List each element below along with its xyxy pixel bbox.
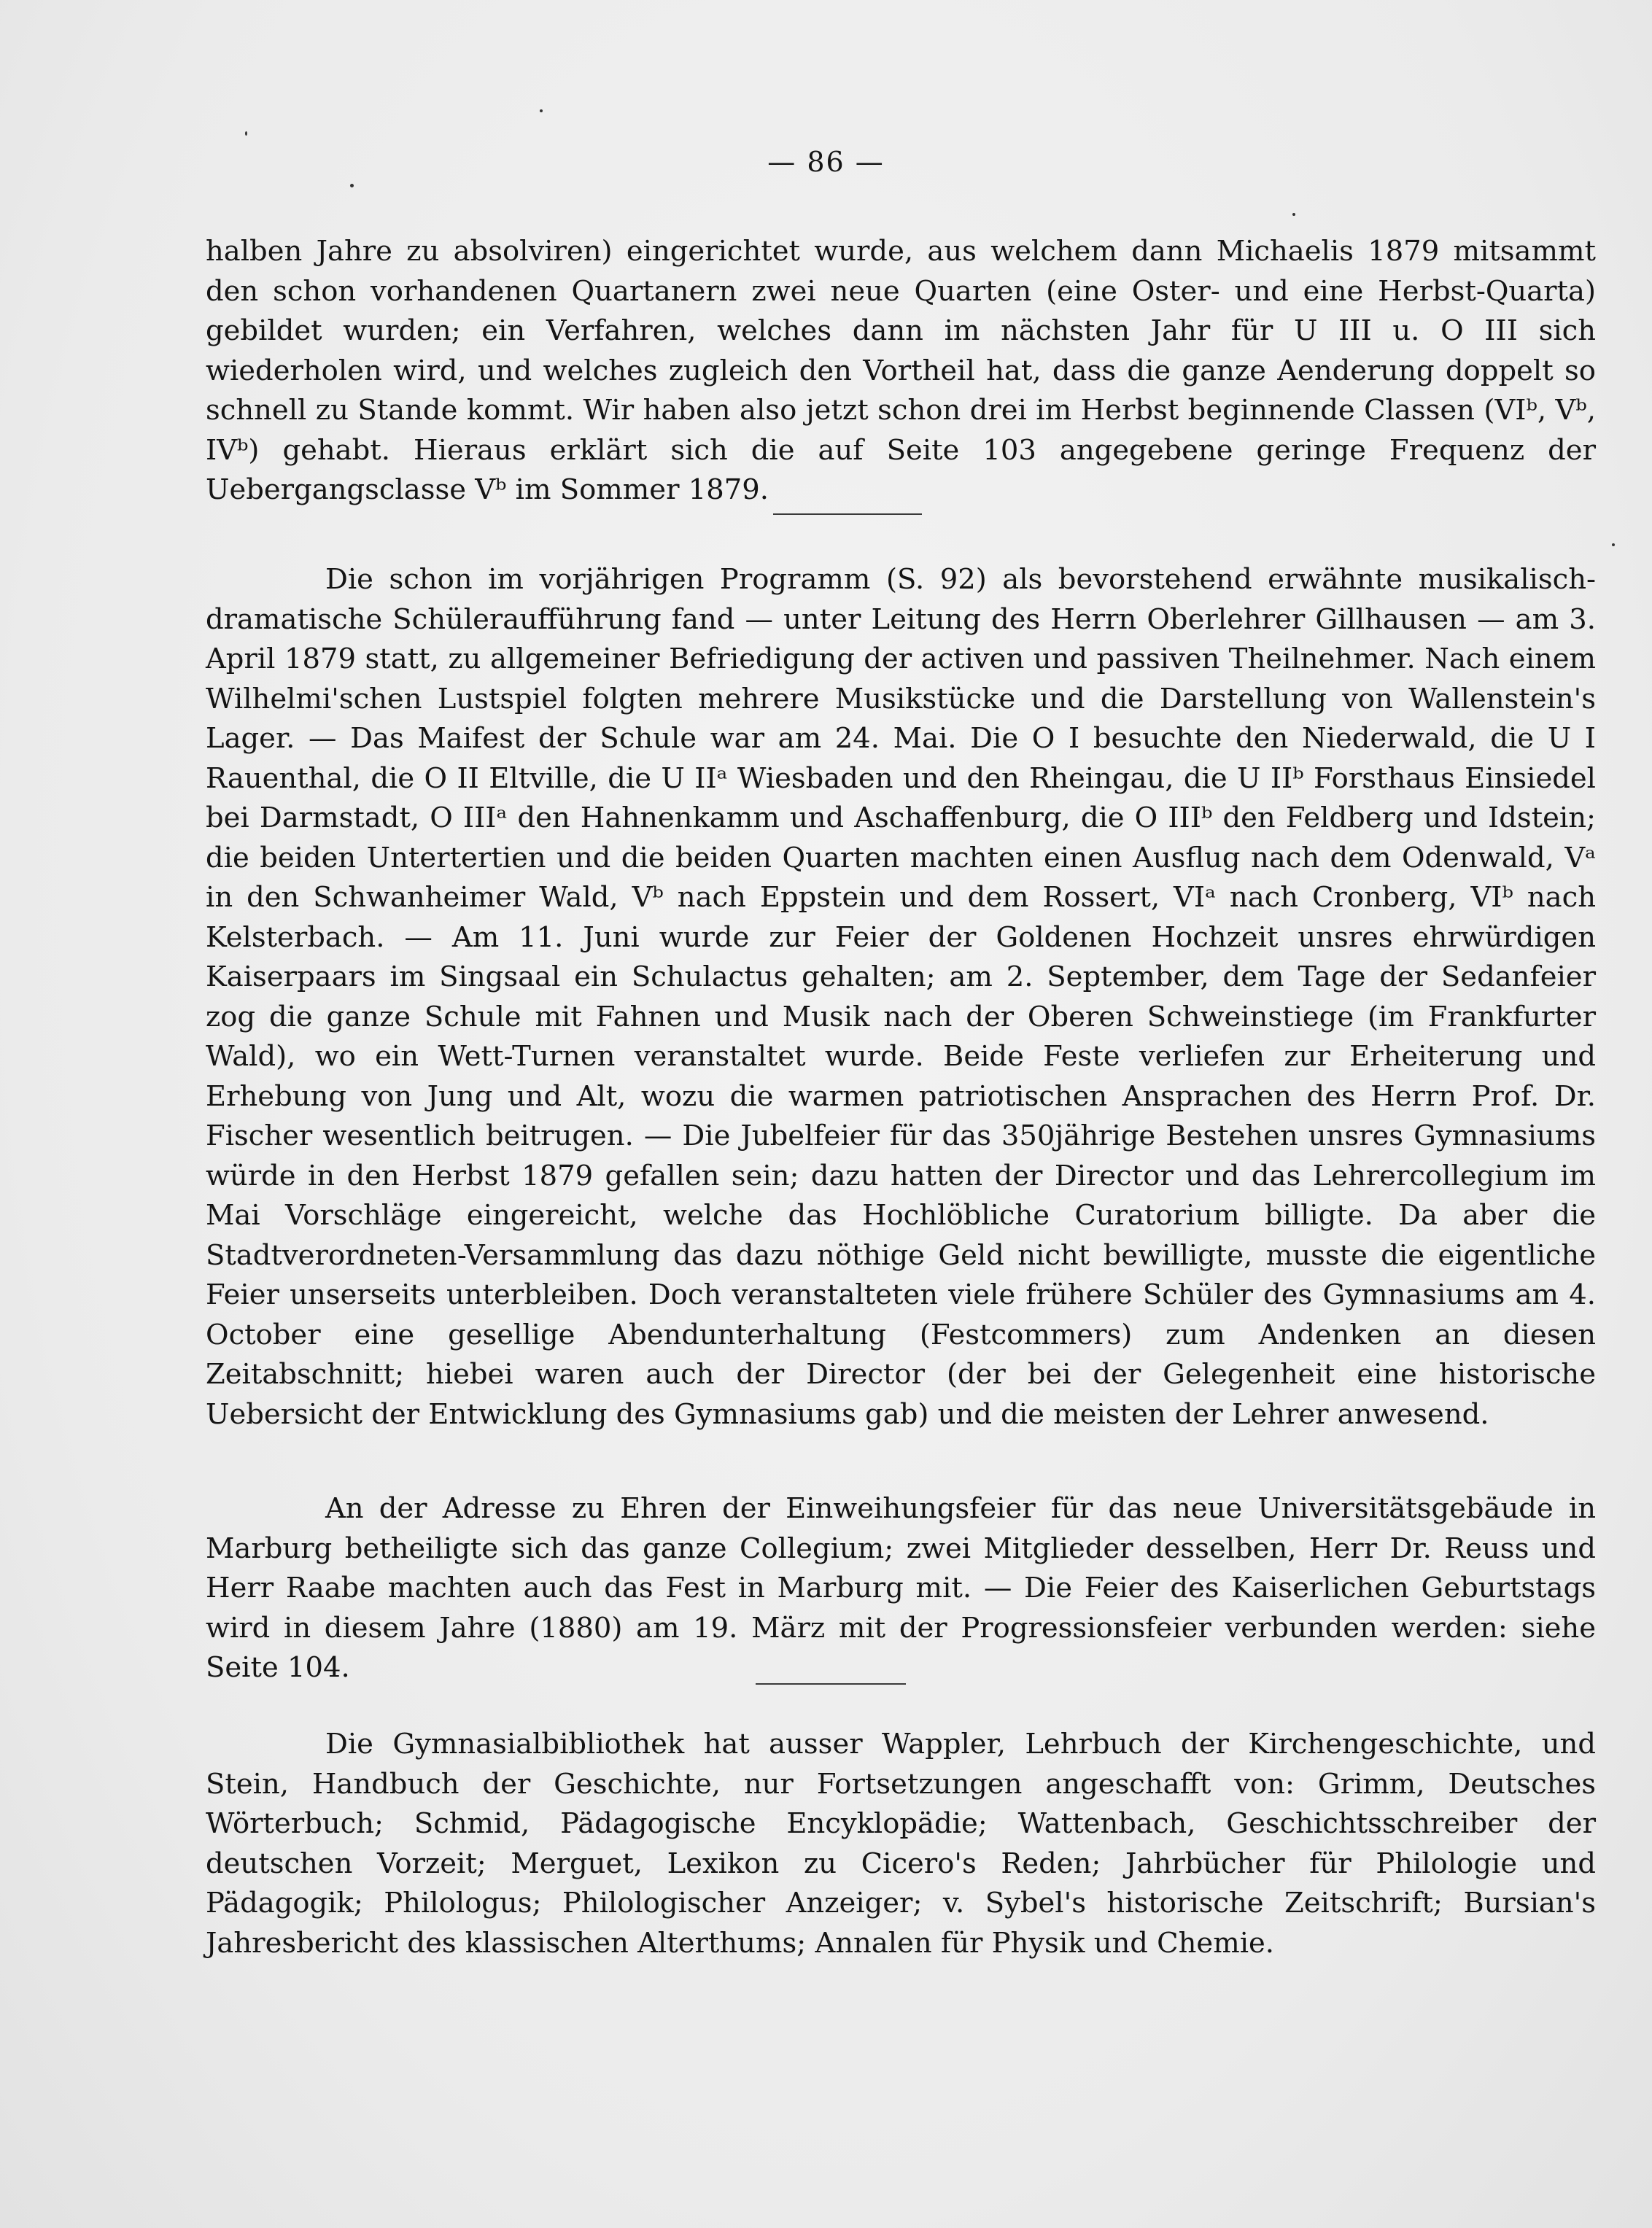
paper-speck xyxy=(540,109,543,112)
paper-speck xyxy=(350,184,354,187)
paragraph-text: halben Jahre zu absolviren) eingerichtet wurde, aus welchem dann Michaelis 1879 mitsammt den schon vorhandenen Quartanern zwei neue Quarten (eine Oster- und eine Herbst-Quarta) gebildet wurden; ein Verfahren, welches dann im nächsten Jahr für U III u. O III sich wiederholen wird, und welches zugleich den Vortheil hat, dass die ganze Aenderung doppelt so schnell zu Stande kommt. Wir haben also jetzt schon drei im Herbst beginnende Classen (VIᵇ, Vᵇ, IVᵇ) gehabt. Hieraus erklärt sich die auf Seite 103 angegebene geringe Frequenz der Uebergangsclasse Vᵇ im Sommer 1879. xyxy=(206,235,1596,506)
paragraph-school-events xyxy=(206,560,1596,1435)
paragraph-text: Die Gymnasialbibliothek hat ausser Wappler, Lehrbuch der Kirchengeschichte, und Stein, Handbuch der Geschichte, nur Fortsetzungen angeschafft von: Grimm, Deutsches Wörterbuch; Schmid, Pädagogische Encyklopädie; Wattenbach, Geschichtsschreiber der deutschen Vorzeit; Merguet, Lexikon zu Cicero's Reden; Jahrbücher für Philologie und Pädagogik; Philologus; Philologischer Anzeiger; v. Sybel's historische Zeitschrift; Bursian's Jahresbericht des klassischen Alterthums; Annalen für Physik und Chemie. xyxy=(206,1728,1596,1960)
paragraph-library xyxy=(206,1725,1596,1963)
paragraph-text: Die schon im vorjährigen Programm (S. 92) als bevorstehend erwähnte musikalisch-dramatische Schüleraufführung fand — unter Leitung des Herrn Oberlehrer Gillhausen — am 3. April 1879 statt, zu allgemeiner Befriedigung der activen und passiven Theilnehmer. Nach einem Wilhelmi'schen Lustspiel folgten mehrere Musikstücke und die Darstellung von Wallenstein's Lager. — Das Maifest der Schule war am 24. Mai. Die O I besuchte den Niederwald, die U I Rauenthal, die O II Eltville, die U IIᵃ Wiesbaden und den Rheingau, die U IIᵇ Forsthaus Einsiedel bei Darmstadt, O IIIᵃ den Hahnenkamm und Aschaffenburg, die O IIIᵇ den Feldberg und Idstein; die beiden Untertertien und die beiden Quarten machten einen Ausflug nach dem Odenwald, Vᵃ in den Schwanheimer Wald, Vᵇ nach Eppstein und dem Rossert, VIᵃ nach Cronberg, VIᵇ nach Kelsterbach. — Am 11. Juni wurde zur Feier der Goldenen Hochzeit unsres ehrwürdigen Kaiserpaars im Singsaal ein Schulactus gehalten; am 2. September, dem Tage der Sedanfeier zog die ganze Schule mit Fahnen und Musik nach der Oberen Schweinstiege (im Frankfurter Wald), wo ein Wett-Turnen veranstaltet wurde. Beide Feste verliefen zur Erheiterung und Erhebung von Jung und Alt, wozu die warmen patriotischen Ansprachen des Herrn Prof. Dr. Fischer wesentlich beitrugen. — Die Jubelfeier für das 350jährige Bestehen unsres Gymnasiums würde in den Herbst 1879 gefallen sein; dazu hatten der Director und das Lehrercollegium im Mai Vorschläge eingereicht, welche das Hochlöbliche Curatorium billigte. Da aber die Stadtverordneten-Versammlung das dazu nöthige Geld nicht bewilligte, musste die eigentliche Feier unserseits unterbleiben. Doch veranstalteten viele frühere Schüler des Gymnasiums am 4. October eine gesellige Abendunterhaltung (Festcommers) zum Andenken an diesen Zeitabschnitt; hiebei waren auch der Director (der bei der Gelegenheit eine historische Uebersicht der Entwicklung des Gymnasiums gab) und die meisten der Lehrer anwesend. xyxy=(206,563,1596,1431)
paper-speck xyxy=(245,131,247,136)
paragraph-marburg-address xyxy=(206,1489,1596,1688)
paragraph-text: An der Adresse zu Ehren der Einweihungsfeier für das neue Universitätsgebäude in Marburg betheiligte sich das ganze Collegium; zwei Mitglieder desselben, Herr Dr. Reuss und Herr Raabe machten auch das Fest in Marburg mit. — Die Feier des Kaiserlichen Geburtstags wird in diesem Jahre (1880) am 19. März mit der Progressionsfeier verbunden werden: siehe Seite 104. xyxy=(206,1492,1596,1684)
section-divider xyxy=(756,1683,906,1685)
paragraph-class-schedule xyxy=(206,232,1596,511)
section-divider xyxy=(773,513,922,515)
paper-speck xyxy=(1292,213,1295,216)
paper-speck xyxy=(1612,543,1615,546)
page-number: — 86 — xyxy=(767,146,885,178)
